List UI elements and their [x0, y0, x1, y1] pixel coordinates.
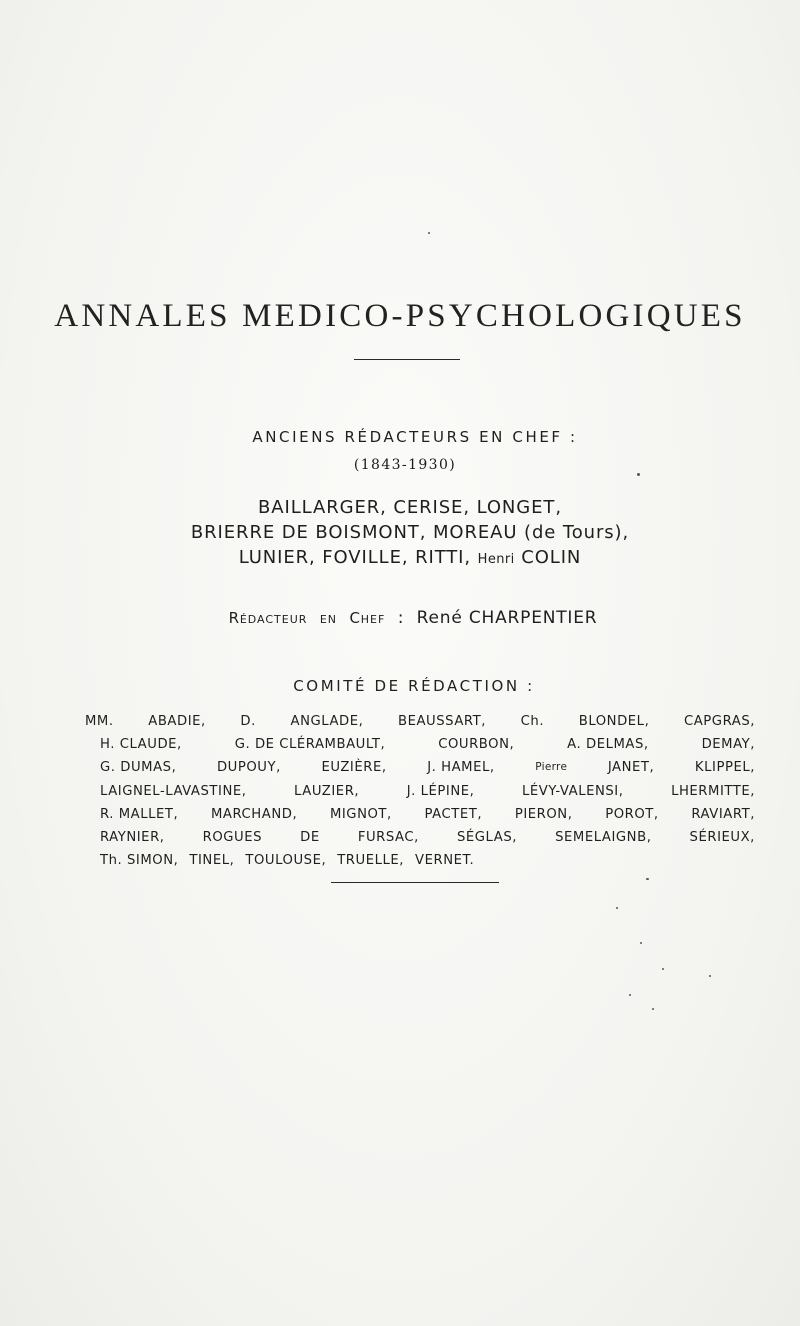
former-editors-heading: ANCIENS RÉDACTEURS EN CHEF : [252, 428, 578, 446]
committee-entry: LÉVY-VALENSI, [521, 783, 624, 799]
committee-entry: CAPGRAS, [683, 714, 755, 729]
editor-label-rest: ÉDACTEUR [239, 613, 308, 626]
committee-entry: DUPOUY, [216, 760, 281, 776]
title-divider [354, 359, 460, 360]
committee-entry: Th. SIMON, [100, 853, 179, 869]
former-editors-line-2-names: BRIERRE DE BOISMONT, MOREAU [190, 522, 518, 543]
editor-label-chef-rest: HEF [360, 613, 386, 626]
committee-entry: MIGNOT, [329, 806, 392, 822]
committee-entry: JANET, [607, 760, 655, 776]
committee-entry: ROGUES [202, 830, 263, 846]
former-editors-line-3-names: LUNIER, FOVILLE, RITTI, [238, 547, 472, 568]
committee-entry: DEMAY, [701, 737, 755, 753]
committee-row-6 [85, 826, 755, 849]
committee-entry: SÉRIEUX, [689, 830, 755, 846]
scan-speck [616, 907, 618, 909]
committee-entry: RAYNIER, [100, 830, 165, 846]
committee-entry: MM. [85, 714, 114, 729]
committee-entry: R. MALLET, [100, 806, 179, 822]
scan-speck [652, 1008, 654, 1010]
committee-entry: LAIGNEL-LAVASTINE, [100, 783, 247, 799]
committee-heading: COMITÉ DE RÉDACTION : [293, 677, 535, 695]
scan-speck [637, 473, 640, 476]
editor-label-initial: R [228, 609, 240, 627]
committee-row-4 [85, 780, 755, 803]
committee-entry: KLIPPEL, [694, 760, 755, 776]
former-editors-list [0, 495, 800, 572]
scan-speck [646, 878, 649, 880]
committee-list [85, 710, 755, 872]
scan-speck [709, 975, 711, 977]
committee-row-1 [85, 710, 755, 733]
committee-entry: TINEL, [189, 853, 235, 869]
committee-entry: ANGLADE, [290, 714, 364, 729]
committee-entry: A. DELMAS, [567, 737, 649, 753]
committee-entry: H. CLAUDE, [100, 737, 182, 753]
committee-row-5 [85, 803, 755, 826]
committee-entry: FURSAC, [357, 830, 419, 846]
committee-entry: ABADIE, [148, 714, 206, 729]
former-editors-line-3 [0, 545, 800, 572]
committee-entry: SEMELAIGNB, [555, 830, 652, 846]
committee-entry: SÉGLAS, [456, 830, 517, 846]
committee-entry: Ch. [520, 714, 545, 729]
committee-entry: VERNET. [415, 853, 475, 869]
committee-entry: LHERMITTE, [671, 783, 755, 799]
committee-entry: TRUELLE, [337, 853, 405, 869]
committee-entry: PACTET, [424, 806, 483, 822]
committee-row-7 [85, 849, 755, 872]
scan-speck [640, 942, 642, 944]
committee-entry: POROT, [605, 806, 659, 822]
committee-entry: G. DE CLÉRAMBAULT, [234, 737, 386, 753]
committee-entry: Pierre [535, 761, 568, 774]
scan-speck [662, 968, 664, 970]
editor-label-separator: : [397, 608, 405, 628]
editor-label-en: EN [319, 613, 338, 626]
committee-entry: BLONDEL, [578, 714, 650, 729]
former-editors-line-3-surname: COLIN [521, 547, 582, 568]
scan-speck [629, 994, 631, 996]
editor-in-chief-line [0, 608, 800, 628]
committee-entry: J. HAMEL, [427, 760, 495, 776]
committee-entry: J. LÉPINE, [406, 783, 475, 799]
committee-row-2 [85, 733, 755, 756]
committee-entry: D. [240, 714, 256, 729]
committee-entry: LAUZIER, [294, 783, 360, 799]
committee-entry: DE [300, 830, 320, 846]
committee-entry: MARCHAND, [210, 806, 298, 822]
committee-entry: PIERON, [514, 806, 573, 822]
committee-entry: RAVIART, [691, 806, 755, 822]
committee-entry: EUZIÈRE, [321, 760, 387, 776]
committee-entry: G. DUMAS, [100, 760, 177, 776]
committee-entry: COURBON, [438, 737, 515, 753]
former-editors-line-2 [0, 520, 800, 545]
scan-speck [428, 232, 430, 234]
editor-label-chef-initial: C [349, 609, 361, 627]
closing-divider [331, 882, 499, 883]
former-editors-period: (1843-1930) [353, 457, 457, 473]
former-editors-line-1: BAILLARGER, CERISE, LONGET, [258, 497, 562, 518]
committee-entry: BEAUSSART, [398, 714, 487, 729]
committee-entry: TOULOUSE, [245, 853, 327, 869]
editor-surname: CHARPENTIER [468, 608, 598, 628]
former-editors-line-3-given: Henri [477, 552, 515, 567]
journal-title: ANNALES MEDICO-PSYCHOLOGIQUES [54, 298, 746, 334]
former-editors-line-2-note: (de Tours), [524, 522, 630, 543]
editor-given-name: René [416, 608, 463, 628]
committee-row-3 [85, 756, 755, 779]
